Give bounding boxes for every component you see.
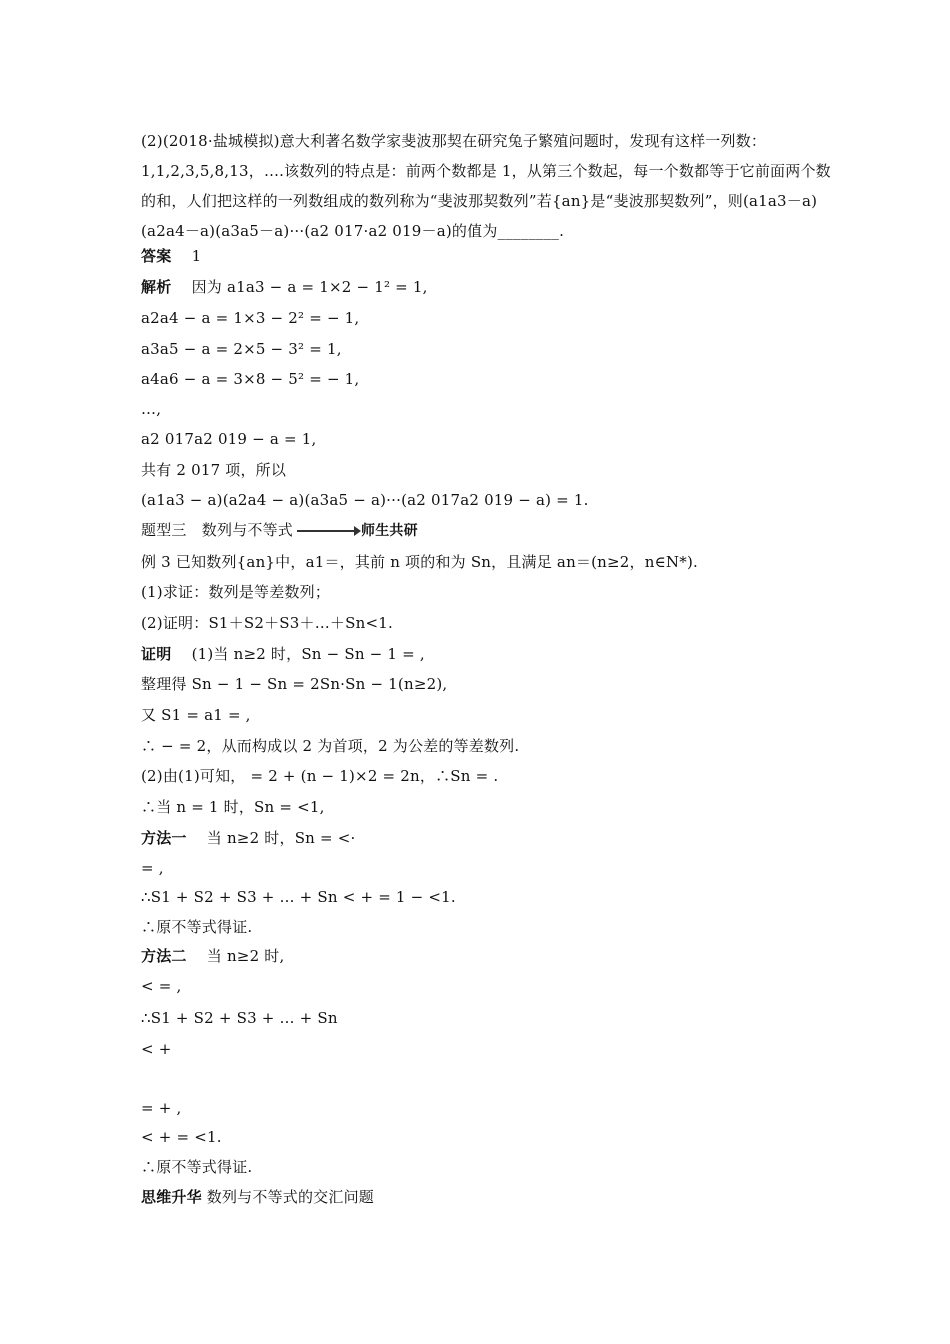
summary-label: 思维升华 bbox=[141, 1188, 202, 1206]
method-2-line-1 bbox=[141, 946, 284, 966]
example-3-part-1: (1)求证：数列是等差数列； bbox=[141, 583, 331, 601]
answer-line bbox=[141, 246, 201, 266]
proof-label: 证明 bbox=[141, 645, 172, 663]
solution-line-7: 共有 2 017 项，所以 bbox=[141, 461, 287, 479]
method-2-line-2: < = , bbox=[141, 977, 182, 995]
solution-line-8: (a1a3 − a)(a2a4 − a)(a3a5 − a)···(a2 017a2 019 − a) = 1. bbox=[141, 491, 589, 509]
method-1-text-1: 当 n≥2 时，Sn = <· bbox=[206, 829, 356, 847]
solution-line-4: a4a6 − a = 3×8 − 5² = − 1, bbox=[141, 370, 360, 388]
solution-text-1: 因为 a1a3 − a = 1×2 − 1² = 1, bbox=[191, 278, 428, 296]
proof-text-1: (1)当 n≥2 时，Sn − Sn − 1 = , bbox=[191, 645, 425, 663]
method-1-line-1 bbox=[141, 828, 355, 848]
method-1-label: 方法一 bbox=[141, 829, 187, 847]
proof-line-3: 又 S1 = a1 = , bbox=[141, 706, 251, 724]
proof-line-4: ∴ − = 2，从而构成以 2 为首项，2 为公差的等差数列. bbox=[141, 737, 520, 755]
proof-line-1 bbox=[141, 644, 425, 664]
example-3-part-2: (2)证明：S1＋S2＋S3＋…＋Sn<1. bbox=[141, 614, 393, 632]
type3-tag: 师生共研 bbox=[361, 523, 418, 539]
method-1-line-3: ∴S1 + S2 + S3 + … + Sn < + = 1 − <1. bbox=[141, 888, 456, 906]
proof-line-2: 整理得 Sn − 1 − Sn = 2Sn·Sn − 1(n≥2), bbox=[141, 675, 448, 693]
method-2-line-4: < + bbox=[141, 1040, 172, 1058]
method-2-text-1: 当 n≥2 时, bbox=[206, 947, 285, 965]
answer-label: 答案 bbox=[141, 247, 172, 265]
arrow-icon bbox=[297, 530, 359, 532]
solution-line-2: a2a4 − a = 1×3 − 2² = − 1, bbox=[141, 309, 360, 327]
type3-title: 题型三 数列与不等式 bbox=[141, 521, 294, 539]
method-2-line-7: ∴原不等式得证. bbox=[141, 1158, 253, 1176]
method-2-label: 方法二 bbox=[141, 947, 187, 965]
method-1-line-4: ∴原不等式得证. bbox=[141, 918, 253, 936]
solution-line-1 bbox=[141, 277, 428, 297]
solution-line-6: a2 017a2 019 − a = 1, bbox=[141, 430, 317, 448]
problem-2-paragraph: (2)(2018·盐城模拟)意大利著名数学家斐波那契在研究兔子繁殖问题时，发现有这样一列数：1,1,2,3,5,8,13，….该数列的特点是：前两个数都是 1，从第三个数起，每一个数都等于它前面两个数的和，人们把这样的一列数组成的数列称为“斐波那契数列”若{an}是“斐波那契数列”，则(a1a3－a)(a2a4－a)(a3a5－a)···(a2 017·a2 019－a)的值为________. bbox=[141, 132, 831, 240]
method-2-line-3: ∴S1 + S2 + S3 + … + Sn bbox=[141, 1009, 338, 1027]
method-2-line-6: < + = <1. bbox=[141, 1128, 222, 1146]
method-2-line-5: = + , bbox=[141, 1099, 182, 1117]
solution-line-3: a3a5 − a = 2×5 − 3² = 1, bbox=[141, 340, 342, 358]
summary-line bbox=[141, 1187, 374, 1207]
solution-line-5: …, bbox=[141, 400, 162, 418]
proof-line-5: (2)由(1)可知， = 2 + (n − 1)×2 = 2n，∴Sn = . bbox=[141, 767, 499, 785]
proof-line-6: ∴当 n = 1 时，Sn = <1, bbox=[141, 798, 325, 816]
answer-value: 1 bbox=[191, 247, 202, 265]
summary-text: 数列与不等式的交汇问题 bbox=[206, 1188, 374, 1206]
example-3-statement: 例 3 已知数列{an}中，a1＝，其前 n 项的和为 Sn，且满足 an＝(n≥2，n∈N*). bbox=[141, 553, 698, 571]
section-heading-type3 bbox=[141, 520, 418, 541]
solution-label: 解析 bbox=[141, 278, 172, 296]
method-1-line-2: = , bbox=[141, 859, 164, 877]
